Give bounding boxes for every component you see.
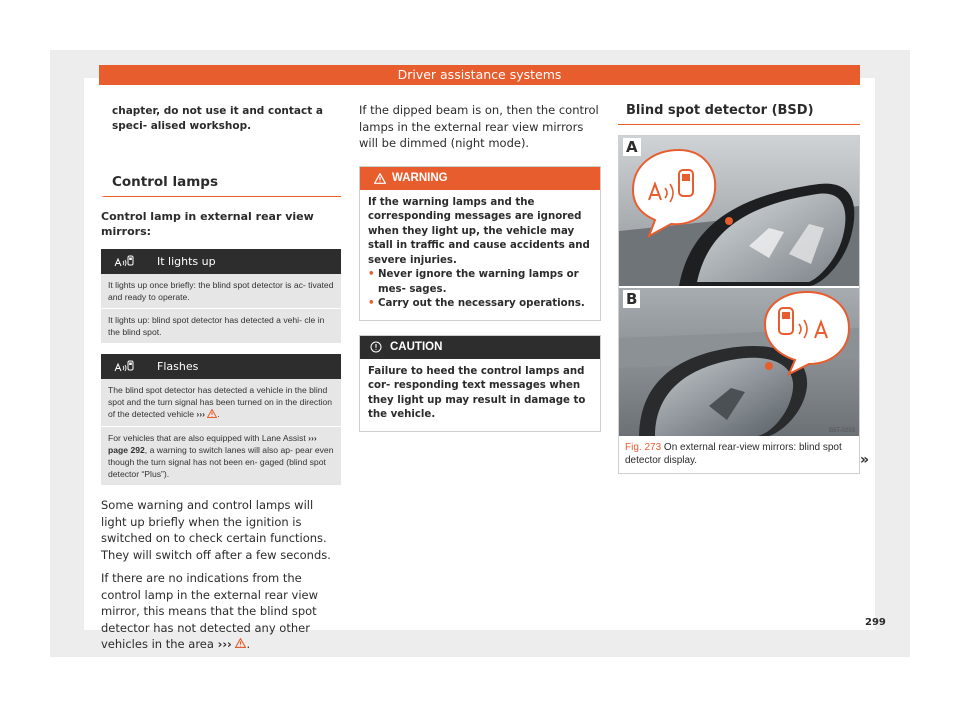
page-number: 299 — [865, 617, 886, 628]
image-code: B5T-0253 — [828, 428, 855, 434]
row-text: The blind spot detector has detected a vehicle in the blind spot and the turn signal has been turned on in the direction of the detected vehicle — [108, 385, 333, 419]
lamp-table-header — [101, 354, 341, 379]
row-text: For vehicles that are also equipped with Lane Assist — [108, 433, 306, 443]
lamp-subheading: Control lamp in external rear view mirrors: — [101, 210, 314, 238]
warning-text: If the warning lamps and the corresponding messages are ignored when they light up, the vehicle may stall in traffic and cause accidents and severe injuries. — [368, 196, 590, 266]
lamp-table-label: It lights up — [157, 255, 216, 268]
lamp-table-row — [101, 379, 341, 426]
figure-273 — [618, 135, 860, 474]
warning-title: WARNING — [392, 172, 448, 184]
paragraph: If the dipped beam is on, then the control lamps in the external rear view mirrors will be dimmed (night mode). — [359, 103, 599, 150]
cross-reference-link[interactable]: ››› — [217, 637, 232, 651]
lamp-table-row — [101, 426, 341, 485]
lamp-table-label: Flashes — [157, 360, 199, 373]
figure-panel-a — [619, 136, 859, 286]
mirror-image-b — [619, 288, 859, 436]
mirror-image-a — [619, 136, 859, 286]
caution-title: CAUTION — [390, 341, 443, 353]
chapter-header: Driver assistance systems — [99, 65, 860, 85]
row-text: , a warning to switch lanes will also ap- pear even though the turn signal has not been en- gaged (blind spot detector “Plus”). — [108, 445, 334, 479]
figure-number: Fig. 273 — [625, 442, 662, 453]
continue-marker: » — [860, 452, 870, 468]
bullet-text: Carry out the necessary operations. — [378, 298, 585, 309]
paragraph-text: If there are no indications from the control lamp in the external rear view mirror, this means that the blind spot detector has not detected any other vehicles in the area — [101, 571, 319, 651]
warning-bullet: • Never ignore the warning lamps or mes- sages. — [368, 268, 592, 297]
warning-triangle-icon — [374, 173, 386, 184]
lamp-table-row: It lights up once briefly: the blind spot detector is ac- tivated and ready to operate. — [101, 274, 341, 308]
warning-triangle-icon — [207, 409, 220, 421]
warning-body — [360, 190, 600, 320]
page-reference-link[interactable]: ››› page 292 — [108, 433, 317, 455]
caution-text: Failure to heed the control lamps and cor- responding text messages when they light up may result in damage to the vehicle. — [368, 365, 586, 420]
paragraph — [101, 570, 341, 653]
warning-bullet: • Carry out the necessary operations. — [368, 297, 592, 312]
lamp-table-row: It lights up: blind spot detector has detected a vehi- cle in the blind spot. — [101, 308, 341, 343]
caution-circle-icon — [370, 341, 382, 353]
figure-panel-b — [619, 286, 859, 436]
warning-triangle-icon — [235, 637, 246, 651]
column-1 — [101, 104, 341, 653]
figure-section-title: Blind spot detector (BSD) — [618, 102, 860, 125]
blind-spot-lamp-icon — [101, 360, 147, 374]
panel-label-b: B — [623, 290, 640, 308]
row-text-end: . — [217, 409, 220, 419]
caution-header — [360, 336, 600, 359]
caution-box — [359, 335, 601, 432]
lamp-table-lights-up — [101, 249, 341, 343]
blind-spot-lamp-icon — [101, 255, 147, 269]
figure-caption — [619, 436, 859, 473]
section-title-control-lamps: Control lamps — [101, 172, 341, 197]
paragraph: Some warning and control lamps will light up briefly when the ignition is switched on to check certain functions. They will switch off after a few seconds. — [101, 498, 331, 562]
lamp-table-flashes — [101, 354, 341, 485]
intro-continuation: chapter, do not use it and contact a speci- alised workshop. — [112, 105, 323, 132]
caption-text: On external rear-view mirrors: blind spot detector display. — [625, 442, 842, 466]
warning-header — [360, 167, 600, 190]
lamp-table-header — [101, 249, 341, 274]
column-2 — [359, 102, 601, 432]
column-3 — [618, 102, 860, 474]
cross-reference-link[interactable]: ››› — [196, 409, 205, 419]
bullet-text: Never ignore the warning lamps or mes- sages. — [378, 269, 579, 295]
panel-label-a: A — [623, 138, 641, 156]
warning-box — [359, 166, 601, 321]
paragraph-end: . — [246, 637, 251, 651]
